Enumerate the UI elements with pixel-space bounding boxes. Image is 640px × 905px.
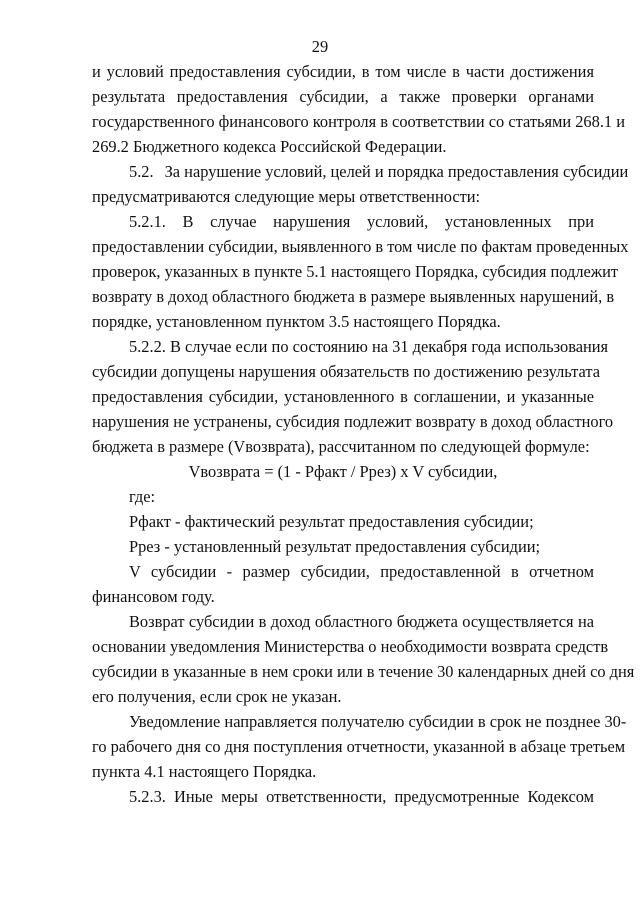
text-line: государственного финансового контроля в соответствии со статьями 268.1 и <box>92 112 625 131</box>
text-line: субсидии допущены нарушения обязательств по достижению результата <box>92 362 600 381</box>
text-line: предусматриваются следующие меры ответственности: <box>92 187 481 206</box>
text-line: пункта 4.1 настоящего Порядка. <box>92 762 317 781</box>
text-line: 5.2.3. Иные меры ответственности, предусмотренные Кодексом <box>129 787 594 806</box>
text-line: порядке, установленном пунктом 3.5 настоящего Порядка. <box>92 312 501 331</box>
text-line: го рабочего дня со дня поступления отчетности, указанной в абзаце третьем <box>92 737 626 756</box>
page-number: 29 <box>311 37 329 56</box>
text-line: V субсидии - размер субсидии, предоставленной в отчетном <box>129 562 594 581</box>
document-body <box>92 59 635 809</box>
text-line: Pфакт - фактический результат предоставления субсидии; <box>129 512 534 531</box>
text-line: 5.2.1. В случае нарушения условий, установленных при <box>129 212 594 231</box>
paragraph-5-2-first-line <box>92 159 629 184</box>
text-line: Возврат субсидии в доход областного бюджета осуществляется на <box>129 612 594 631</box>
text-line: финансовом году. <box>92 587 215 606</box>
text-line: субсидии в указанные в нем сроки или в течение 30 календарных дней со дня <box>92 662 635 681</box>
text-line: Уведомление направляется получателю субсидии в срок не позднее 30- <box>129 712 627 731</box>
text-line: результата предоставления субсидии, а также проверки органами <box>92 87 594 106</box>
text-line: 5.2.2. В случае если по состоянию на 31 декабря года использования <box>129 337 609 356</box>
text-line: где: <box>129 487 156 506</box>
formula-line: Vвозврата = (1 - Pфакт / Pрез) x V субсидии, <box>188 462 498 481</box>
clause-number: 5.2. <box>129 162 154 181</box>
text-line: возврату в доход областного бюджета в размере выявленных нарушений, в <box>92 287 615 306</box>
text-line: За нарушение условий, целей и порядка предоставления субсидии <box>164 162 629 181</box>
text-line: нарушения не устранены, субсидия подлежит возврату в доход областного <box>92 412 614 431</box>
text-line: основании уведомления Министерства о необходимости возврата средств <box>92 637 609 656</box>
text-line: Pрез - установленный результат предоставления субсидии; <box>129 537 541 556</box>
text-line: предоставления субсидии, установленного в соглашении, и указанные <box>92 387 594 406</box>
text-line: проверок, указанных в пункте 5.1 настоящего Порядка, субсидия подлежит <box>92 262 619 281</box>
text-line: и условий предоставления субсидии, в том числе в части достижения <box>92 62 594 81</box>
text-line: 269.2 Бюджетного кодекса Российской Федерации. <box>92 137 447 156</box>
text-line: предоставлении субсидии, выявленного в том числе по фактам проведенных <box>92 237 629 256</box>
text-line: его получения, если срок не указан. <box>92 687 342 706</box>
text-line: бюджета в размере (Vвозврата), рассчитанном по следующей формуле: <box>92 437 590 456</box>
